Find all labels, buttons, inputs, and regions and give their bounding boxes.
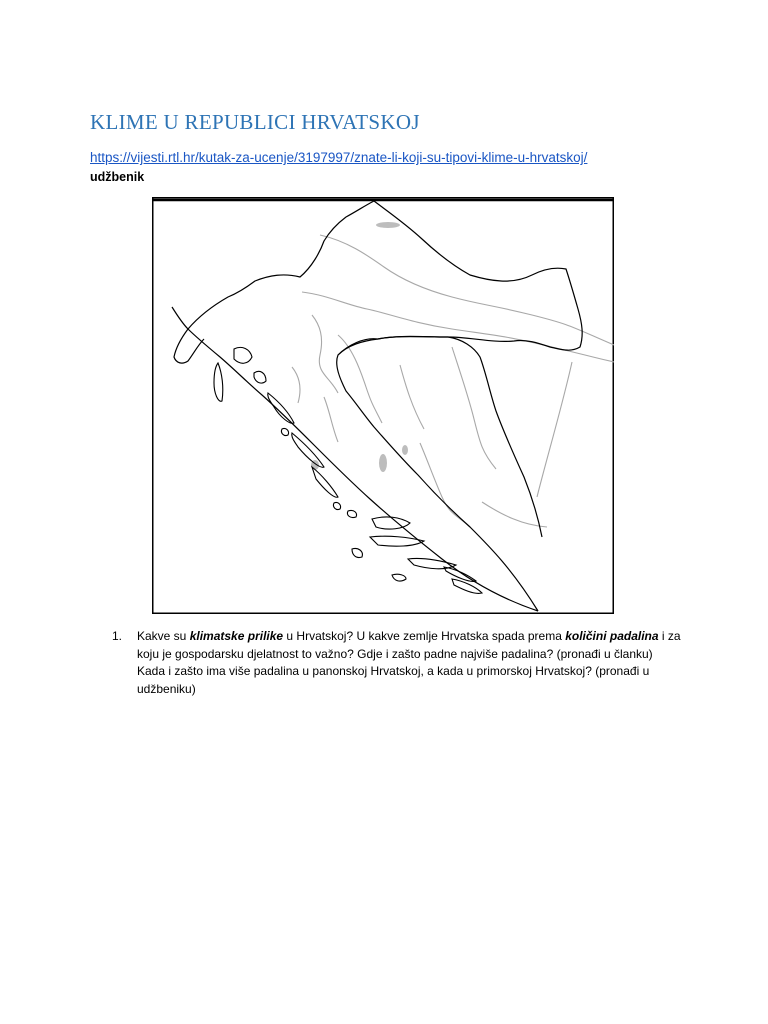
island-small-3 <box>347 510 356 517</box>
island-small-1 <box>281 428 288 435</box>
island-lastovo <box>392 574 406 581</box>
island-cres <box>214 363 223 401</box>
island-brac <box>372 517 410 529</box>
textbook-label: udžbenik <box>90 170 145 184</box>
river-drava <box>320 235 614 345</box>
q1-text-c: u Hrvatskoj? U kakve zemlje Hrvatska spada prema <box>283 629 566 643</box>
q1-text-e: i za koju je gospodarsku djelatnost to važno? Gdje i zašto padne najviše padalina? (pronađi u članku) <box>137 629 681 661</box>
island-kornati <box>312 467 338 497</box>
lakes <box>311 222 408 472</box>
island-mljet <box>452 579 482 593</box>
map-frame <box>153 198 614 614</box>
river-bosna <box>452 347 496 469</box>
island-vis <box>352 548 362 557</box>
island-krk <box>234 347 252 363</box>
question-body <box>137 628 702 698</box>
river-sava <box>302 292 614 362</box>
croatia-coastline <box>188 329 538 611</box>
river-dalm-1 <box>292 367 300 403</box>
croatia-outline-map <box>152 197 614 614</box>
page-title: KLIME U REPUBLICI HRVATSKOJ <box>90 110 420 134</box>
islands <box>214 347 482 593</box>
q1-emphasis-climate: klimatske prilike <box>189 629 284 643</box>
island-korcula <box>408 558 456 568</box>
island-small-2 <box>333 502 340 509</box>
lake-1 <box>376 222 400 228</box>
lake-2 <box>379 454 387 472</box>
question-paragraph-1 <box>137 628 702 663</box>
q1-text-a: Kakve su <box>137 629 190 643</box>
article-link[interactable]: https://vijesti.rtl.hr/kutak-za-ucenje/3197997/znate-li-koji-su-tipovi-klime-u-hrvatskoj/ <box>90 150 588 165</box>
river-kupa <box>312 315 338 393</box>
island-rab <box>254 371 266 383</box>
bosnia-inner-border <box>338 337 542 538</box>
q1-emphasis-rainfall: količini padalina <box>565 629 659 643</box>
lake-3 <box>402 445 408 455</box>
question-paragraph-2: Kada i zašto ima više padalina u panonskoj Hrvatskoj, a kada u primorskoj Hrvatskoj? (pronađi u udžbeniku) <box>137 664 650 696</box>
river-drina <box>537 362 572 497</box>
question-number: 1. <box>112 629 123 643</box>
river-dalm-2 <box>324 397 338 442</box>
istria <box>174 329 204 363</box>
rivers <box>292 235 614 527</box>
river-vrbas <box>400 365 424 429</box>
island-pag <box>268 393 294 423</box>
